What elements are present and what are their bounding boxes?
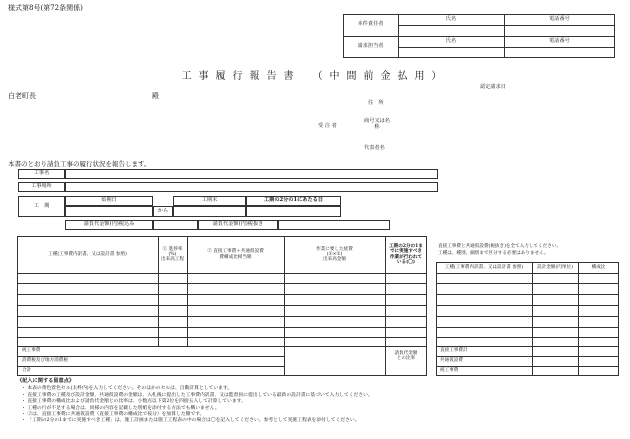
addressee: 白老町長: [8, 92, 36, 100]
work-place-input[interactable]: [65, 182, 438, 192]
breakdown-col-work-type: 工種(工事費内訳書、又は設計書 参照): [444, 264, 524, 270]
breakdown-row-line: [436, 283, 619, 284]
period-label: 工 期: [33, 202, 50, 209]
amount-excl-tax-value: [278, 220, 390, 230]
breakdown-row-line: [436, 305, 619, 306]
contractor-label: 受 注 者: [318, 123, 337, 129]
table-row-line: [17, 294, 427, 295]
table-body-bottom: [17, 346, 427, 347]
amount-incl-tax-input[interactable]: [153, 220, 198, 230]
table-row-line: [17, 327, 427, 328]
notes-heading: 《記入に関する留意点》: [17, 378, 75, 384]
approved-request-date-label: 認定請求日: [480, 84, 506, 90]
col-half-work-header: 工期の2分の1までに実施すべき作業が行われている(〇): [389, 244, 423, 265]
breakdown-col-divider-1: [532, 262, 533, 376]
name-label-2: 氏名: [445, 37, 457, 44]
breakdown-direct-cost-total: 直接工事費計: [440, 348, 468, 353]
table-header-bottom: [17, 273, 427, 274]
note-line: ・ 工種の行が不足する場合は、同様の内容を記載した別紙を添付する方法でも構いません。: [21, 405, 220, 411]
panel-desc-line1: 直接工事費と共通仮設費(税抜き)を全て入力してください。: [438, 244, 562, 249]
breakdown-row-line: [436, 316, 619, 317]
table-row-line: [17, 305, 427, 306]
name-label-1: 氏名: [445, 15, 457, 22]
work-name-input[interactable]: [65, 169, 438, 179]
table-footer-line: [17, 356, 285, 357]
start-date-input[interactable]: [65, 206, 153, 217]
col-expense-line1: 作業に要した経費: [316, 246, 353, 252]
from-label: から: [157, 207, 169, 214]
col-expense-line3: 出来高金額: [323, 257, 346, 263]
col-progress-header: [158, 236, 187, 273]
work-place-label: 工事場所: [31, 183, 52, 190]
amount-excl-tax-label: 請負代金額(円)税抜き: [212, 221, 264, 228]
ratio-label-line2: との比率: [396, 356, 416, 361]
note-line: ・ 「工期の2分の1までに実施すべき工種」は、施工計画または施工工程表の中の場合は〇を記入してください。参考として実施工程表を添付してください。: [21, 418, 360, 424]
half-date-label: 工期の2分の1にあたる日: [263, 197, 324, 204]
responsible-name-field[interactable]: [399, 26, 503, 36]
breakdown-net-cost: 純工事費: [440, 368, 459, 373]
phone-label-1: 電話番号: [549, 15, 570, 22]
intro-text: 本書のとおり請負工事の履行状況を報告します。: [8, 160, 151, 168]
address-label: 住 所: [368, 100, 384, 106]
representative-label: 代表者名: [364, 145, 385, 151]
breakdown-footer-line: [436, 366, 619, 367]
col-progress-line2: (%): [168, 251, 177, 257]
billing-name-field[interactable]: [399, 48, 503, 58]
table-row-line: [17, 337, 427, 338]
breakdown-row-line: [436, 327, 619, 328]
col-direct-cost-header: [187, 236, 284, 273]
table-row-line: [17, 283, 427, 284]
breakdown-col-ratio: 構成比: [591, 264, 606, 270]
breakdown-col-divider-2: [578, 262, 579, 376]
col-direct-cost-line2: 費構成比相当額: [219, 254, 252, 260]
end-date-input[interactable]: [173, 206, 246, 217]
breakdown-table-frame: [436, 262, 619, 376]
col-expense-header: [284, 236, 385, 273]
billing-person-label: 請求担当者: [357, 43, 384, 50]
footer-total: 合計: [22, 368, 32, 373]
col-progress-line3: 出来高工程: [161, 257, 184, 263]
note-line: ・ 直接工事費の構成比および請負代金額との比率は、小数点以下第2位を四捨五入して計算しています。: [21, 399, 246, 405]
form-number: 様式第8号(第72条関係): [8, 4, 83, 12]
table-row-line: [17, 316, 427, 317]
note-line: ・ ②は、直接工事費に共通仮設費（直接工事費の構成比で按分）を加算した額です。: [21, 412, 205, 418]
work-name-label: 工事名: [33, 170, 50, 177]
col-expense-line2: (①×②): [326, 251, 343, 257]
note-line: ・ 本表の黄色着色セル(太枠内)を入力してください。そのほかのセルは、自動計算としています。: [21, 386, 233, 392]
responsible-phone-field[interactable]: [505, 26, 614, 36]
breakdown-header-bottom: [436, 273, 619, 274]
breakdown-row-line: [436, 337, 619, 338]
honorific: 殿: [152, 92, 159, 100]
start-date-label: 始期日: [101, 197, 117, 204]
page-title: 工事履行報告書 （中間前金払用）: [181, 71, 449, 82]
notes-section: [17, 379, 457, 425]
company-name-label: 商号又は名称: [364, 118, 390, 130]
breakdown-col-design-amount: 設計金額(円単位): [537, 264, 573, 270]
phone-label-2: 電話番号: [549, 37, 570, 44]
amount-incl-tax-label: 請負代金額(円)税込み: [83, 221, 135, 228]
footer-net-cost: 純工事費: [22, 348, 41, 353]
breakdown-common-temp-cost: 共通仮設費: [440, 358, 463, 363]
note-line: ・ 直接工事費の工種及び設計金額、共通仮設費の金額は、入札後に提出した工事費内訳書、又は監督員に提出している最新の設計書に基づいて入力してください。: [21, 392, 373, 398]
billing-phone-field[interactable]: [505, 48, 614, 58]
breakdown-body-bottom: [436, 346, 619, 347]
col-work-type-header: 工種(工事費内訳書、又は設計書 参照): [48, 251, 127, 257]
ratio-label-line1: 請負代金額: [394, 350, 418, 356]
footer-tax: 消費税及び地方消費税: [22, 358, 68, 363]
table-footer-line: [17, 366, 285, 367]
breakdown-footer-line: [436, 356, 619, 357]
col-direct-cost-line1: ② 直接工事費＋共通仮設費: [207, 249, 264, 255]
ratio-label: [385, 346, 427, 366]
panel-desc-line2: 工種は、種別、細別まで区分する必要はありません。: [438, 251, 549, 256]
breakdown-row-line: [436, 294, 619, 295]
half-date-value: [246, 206, 341, 217]
col-progress-line1: ① 進捗率: [162, 246, 183, 252]
end-date-label: 工期末: [201, 197, 218, 204]
responsible-person-label: 本件責任者: [357, 21, 384, 28]
